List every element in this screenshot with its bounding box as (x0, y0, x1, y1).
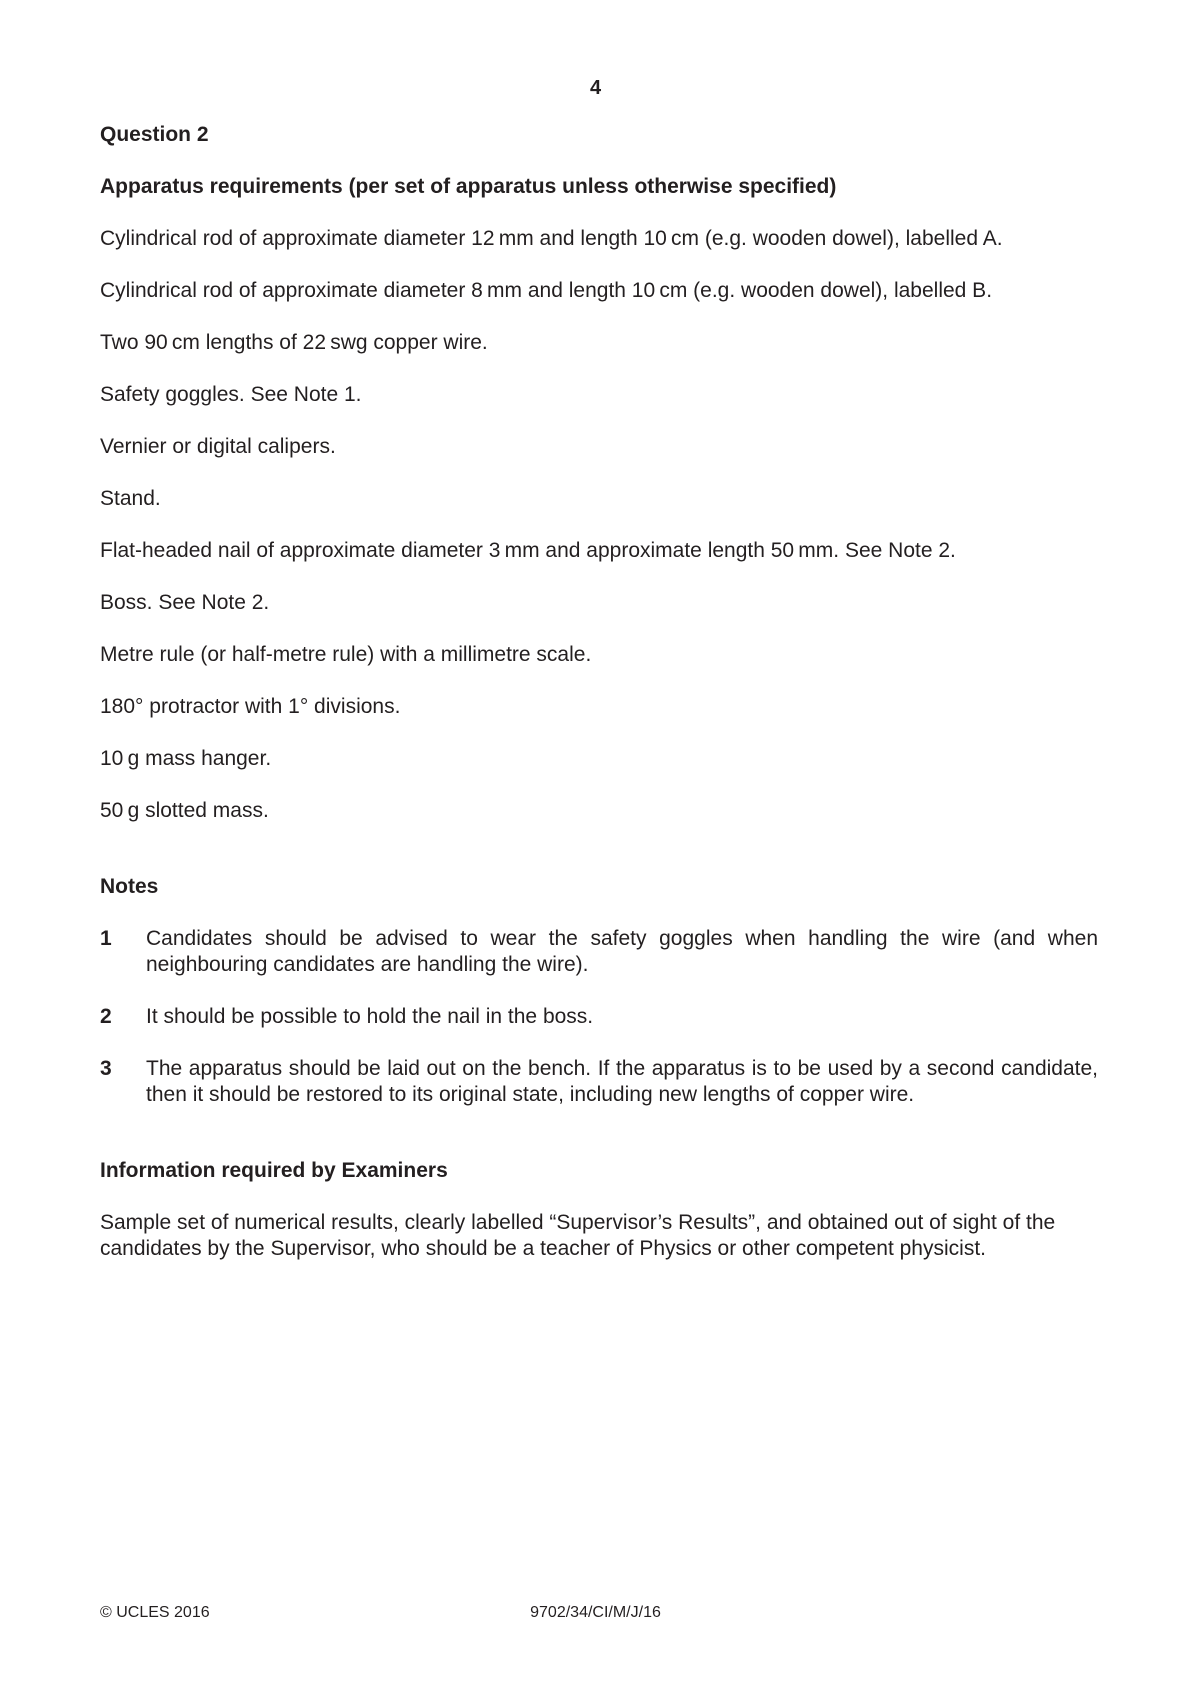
apparatus-list (100, 226, 1098, 824)
apparatus-item: Metre rule (or half-metre rule) with a millimetre scale. (100, 643, 592, 666)
note-item (100, 1004, 1098, 1030)
info-text: Sample set of numerical results, clearly labelled “Supervisor’s Results”, and obtained out of sight of the candidates by the Supervisor, who should be a teacher of Physics or other competent physicist. (100, 1211, 1056, 1260)
apparatus-item: Cylindrical rod of approximate diameter 12 mm and length 10 cm (e.g. wooden dowel), labelled A. (100, 227, 1003, 250)
note-text: Candidates should be advised to wear the safety goggles when handling the wire (and when neighbouring candidates are handling the wire). (146, 927, 1098, 976)
note-number: 1 (100, 927, 112, 950)
document-body (100, 122, 1098, 1262)
notes-heading: Notes (100, 875, 159, 898)
apparatus-item: Safety goggles. See Note 1. (100, 383, 362, 406)
apparatus-item: 50 g slotted mass. (100, 799, 269, 822)
note-text: It should be possible to hold the nail in the boss. (146, 1005, 594, 1028)
apparatus-item: Cylindrical rod of approximate diameter 8 mm and length 10 cm (e.g. wooden dowel), labelled B. (100, 279, 993, 302)
footer-code: 9702/34/CI/M/J/16 (530, 1604, 661, 1621)
question-heading: Question 2 (100, 123, 209, 146)
note-item (100, 1056, 1098, 1108)
apparatus-item: 180° protractor with 1° divisions. (100, 695, 401, 718)
notes-list (100, 926, 1098, 1108)
note-number: 3 (100, 1057, 112, 1080)
apparatus-heading: Apparatus requirements (per set of apparatus unless otherwise specified) (100, 175, 837, 198)
page-number: 4 (589, 77, 602, 99)
note-text: The apparatus should be laid out on the bench. If the apparatus is to be used by a second candidate, then it should be restored to its original state, including new lengths of copper wire. (146, 1057, 1098, 1106)
apparatus-item: 10 g mass hanger. (100, 747, 272, 770)
apparatus-item: Stand. (100, 487, 161, 510)
info-heading: Information required by Examiners (100, 1159, 448, 1182)
apparatus-item: Flat-headed nail of approximate diameter 3 mm and approximate length 50 mm. See Note 2. (100, 539, 956, 562)
apparatus-item: Vernier or digital calipers. (100, 435, 336, 458)
apparatus-item: Boss. See Note 2. (100, 591, 270, 614)
apparatus-item: Two 90 cm lengths of 22 swg copper wire. (100, 331, 488, 354)
note-item (100, 926, 1098, 978)
footer-copyright: © UCLES 2016 (100, 1604, 210, 1621)
note-number: 2 (100, 1005, 112, 1028)
